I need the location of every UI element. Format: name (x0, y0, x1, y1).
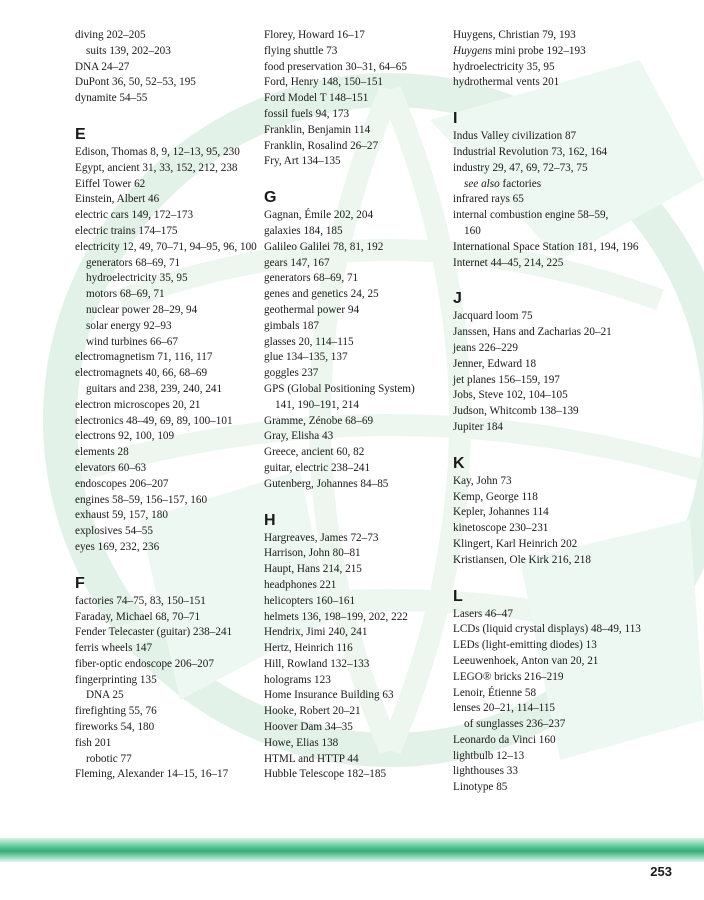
index-entry: GPS (Global Positioning System) (264, 382, 415, 395)
index-entry: headphones 221 (264, 578, 337, 591)
index-entry: Gagnan, Émile 202, 204 (264, 209, 374, 222)
section-letter-f: F (75, 574, 85, 592)
index-subentry: suits 139, 202–203 (86, 44, 171, 57)
index-entry: International Space Station 181, 194, 196 (453, 240, 639, 253)
see-also-label: see also (464, 177, 500, 190)
index-entry: food preservation 30–31, 64–65 (264, 60, 407, 73)
index-entry: electron microscopes 20, 21 (75, 398, 201, 411)
index-entry: Hertz, Heinrich 116 (264, 642, 353, 655)
index-entry-text: mini probe 192–193 (492, 44, 586, 57)
section-letter-k: K (453, 454, 465, 472)
section-letter-l: L (453, 587, 463, 605)
index-entry: Howe, Elias 138 (264, 736, 339, 749)
index-entry: Hoover Dam 34–35 (264, 721, 353, 734)
footer-green-band (0, 838, 704, 862)
index-entry: LEDs (light-emitting diodes) 13 (453, 639, 597, 652)
index-entry: Ford, Henry 148, 150–151 (264, 76, 384, 89)
index-entry: Fry, Art 134–135 (264, 155, 341, 168)
index-subentry: DNA 25 (86, 689, 124, 702)
index-subentry: robotic 77 (86, 752, 132, 765)
index-entry: Ford Model T 148–151 (264, 92, 369, 105)
index-entry: Leonardo da Vinci 160 (453, 733, 556, 746)
index-entry: Fender Telecaster (guitar) 238–241 (75, 626, 233, 639)
index-entry: factories 74–75, 83, 150–151 (75, 594, 206, 607)
index-entry: internal combustion engine 58–59, (453, 209, 609, 222)
index-entry: glue 134–135, 137 (264, 351, 348, 364)
index-entry: industry 29, 47, 69, 72–73, 75 (453, 161, 588, 174)
index-entry: Franklin, Benjamin 114 (264, 123, 371, 136)
index-entry: flying shuttle 73 (264, 44, 338, 57)
index-entry: galaxies 184, 185 (264, 224, 343, 237)
index-entry: Hubble Telescope 182–185 (264, 768, 387, 781)
index-entry: Kay, John 73 (453, 474, 512, 487)
index-entry: Greece, ancient 60, 82 (264, 446, 365, 459)
index-entry: Hooke, Robert 20–21 (264, 705, 361, 718)
index-entry: hydroelectricity 35, 95 (453, 60, 555, 73)
index-entry: electronics 48–49, 69, 89, 100–101 (75, 414, 233, 427)
index-entry: Leeuwenhoek, Anton van 20, 21 (453, 654, 599, 667)
index-entry: kinetoscope 230–231 (453, 522, 549, 535)
index-entry: Jenner, Edward 18 (453, 357, 537, 370)
index-entry: electromagnets 40, 66, 68–69 (75, 367, 208, 380)
index-entry: endoscopes 206–207 (75, 477, 169, 490)
index-entry: HTML and HTTP 44 (264, 752, 359, 765)
index-entry: Gray, Elisha 43 (264, 430, 334, 443)
cross-reference-target: factories (499, 177, 542, 190)
index-entry: dynamite 54–55 (75, 92, 148, 105)
index-entry: hydrothermal vents 201 (453, 76, 560, 89)
index-entry: Egypt, ancient 31, 33, 152, 212, 238 (75, 161, 238, 174)
index-entry: Linotype 85 (453, 781, 508, 794)
index-entry: lightbulb 12–13 (453, 749, 525, 762)
index-entry: Hargreaves, James 72–73 (264, 531, 379, 544)
index-entry: Gutenberg, Johannes 84–85 (264, 477, 389, 490)
index-subentry: of sunglasses 236–237 (464, 718, 566, 731)
index-entry: diving 202–205 (75, 29, 146, 41)
index-entry: Kristiansen, Ole Kirk 216, 218 (453, 553, 591, 566)
index-entry: Jupiter 184 (453, 420, 504, 433)
index-entry: genes and genetics 24, 25 (264, 288, 379, 301)
index-entry: lighthouses 33 (453, 765, 518, 778)
index-wrapped-line: 141, 190–191, 214 (275, 398, 359, 411)
index-entry: Jacquard loom 75 (453, 310, 533, 323)
index-entry: glasses 20, 114–115 (264, 335, 354, 348)
index-entry: Franklin, Rosalind 26–27 (264, 139, 379, 152)
index-entry: helicopters 160–161 (264, 594, 356, 607)
index-entry: Eiffel Tower 62 (75, 177, 146, 190)
index-entry: fiber-optic endoscope 206–207 (75, 657, 214, 670)
index-entry: Galileo Galilei 78, 81, 192 (264, 240, 384, 253)
index-entry: Home Insurance Building 63 (264, 689, 394, 702)
index-entry: Kemp, George 118 (453, 490, 538, 503)
index-entry: Gramme, Zénobe 68–69 (264, 414, 374, 427)
index-entry: ferris wheels 147 (75, 642, 153, 655)
index-entry: Jobs, Steve 102, 104–105 (453, 389, 568, 402)
index-entry: geothermal power 94 (264, 303, 360, 316)
index-entry: elevators 60–63 (75, 461, 147, 474)
index-entry: Judson, Whitcomb 138–139 (453, 405, 579, 418)
index-entry: DNA 24–27 (75, 60, 130, 73)
index-subentry: hydroelectricity 35, 95 (86, 272, 188, 285)
index-entry: electrons 92, 100, 109 (75, 430, 175, 443)
index-subentry: solar energy 92–93 (86, 319, 172, 332)
index-entry: Lenoir, Étienne 58 (453, 686, 537, 699)
index-entry: Faraday, Michael 68, 70–71 (75, 610, 201, 623)
index-entry: Kepler, Johannes 114 (453, 506, 549, 519)
index-entry: elements 28 (75, 446, 129, 459)
index-subentry: nuclear power 28–29, 94 (86, 303, 198, 316)
index-entry: helmets 136, 198–199, 202, 222 (264, 610, 408, 623)
index-entry: jet planes 156–159, 197 (453, 373, 560, 386)
index-entry: exhaust 59, 157, 180 (75, 509, 168, 522)
footer-area (0, 862, 704, 900)
index-entry: Fleming, Alexander 14–15, 16–17 (75, 768, 229, 781)
index-entry: guitar, electric 238–241 (264, 461, 371, 474)
index-entry: electric cars 149, 172–173 (75, 209, 194, 222)
index-entry: Indus Valley civilization 87 (453, 130, 577, 143)
index-entry: Harrison, John 80–81 (264, 547, 361, 560)
index-entry: Haupt, Hans 214, 215 (264, 563, 362, 576)
index-entry: firefighting 55, 76 (75, 705, 157, 718)
index-entry: lenses 20–21, 114–115 (453, 702, 556, 715)
index-entry: fish 201 (75, 736, 112, 749)
index-entry: fingerprinting 135 (75, 673, 157, 686)
section-letter-e: E (75, 125, 86, 143)
index-entry: Hendrix, Jimi 240, 241 (264, 626, 368, 639)
index-entry: Janssen, Hans and Zacharias 20–21 (453, 326, 612, 339)
index-entry: Einstein, Albert 46 (75, 193, 160, 206)
index-entry: Industrial Revolution 73, 162, 164 (453, 145, 608, 158)
index-entry: fossil fuels 94, 173 (264, 107, 350, 120)
index-subentry: wind turbines 66–67 (86, 335, 178, 348)
index-entry: eyes 169, 232, 236 (75, 540, 160, 553)
index-subentry: motors 68–69, 71 (86, 288, 165, 301)
index-entry: gimbals 187 (264, 319, 320, 332)
index-column-2 (264, 28, 450, 783)
page-number: 253 (650, 864, 672, 879)
index-subentry: guitars and 238, 239, 240, 241 (86, 382, 223, 395)
index-entry: engines 58–59, 156–157, 160 (75, 493, 208, 506)
index-entry: Huygens, Christian 79, 193 (453, 29, 576, 41)
section-letter-j: J (453, 290, 462, 308)
section-letter-h: H (264, 511, 276, 529)
index-entry (453, 44, 693, 60)
index-entry: gears 147, 167 (264, 256, 330, 269)
index-entry: goggles 237 (264, 367, 319, 380)
index-entry: electromagnetism 71, 116, 117 (75, 351, 213, 364)
index-entry: holograms 123 (264, 673, 331, 686)
index-entry: fireworks 54, 180 (75, 721, 155, 734)
index-entry: Hill, Rowland 132–133 (264, 657, 370, 670)
index-entry: Klingert, Karl Heinrich 202 (453, 537, 578, 550)
index-entry: explosives 54–55 (75, 525, 153, 538)
index-entry: infrared rays 65 (453, 193, 524, 206)
index-entry: generators 68–69, 71 (264, 272, 359, 285)
index-entry: Florey, Howard 16–17 (264, 29, 365, 41)
section-letter-i: I (453, 110, 458, 128)
index-column-1 (75, 28, 255, 783)
index-entry: Edison, Thomas 8, 9, 12–13, 95, 230 (75, 145, 240, 158)
index-entry: electricity 12, 49, 70–71, 94–95, 96, 100 (75, 240, 257, 253)
index-entry: LCDs (liquid crystal displays) 48–49, 113 (453, 623, 641, 636)
index-cross-reference (453, 177, 693, 193)
index-entry: DuPont 36, 50, 52–53, 195 (75, 76, 196, 89)
index-entry: electric trains 174–175 (75, 224, 178, 237)
index-wrapped-line: 160 (464, 224, 481, 237)
section-letter-g: G (264, 189, 277, 207)
index-subentry: generators 68–69, 71 (86, 256, 181, 269)
index-column-3 (453, 28, 693, 796)
index-entry: Internet 44–45, 214, 225 (453, 256, 564, 269)
index-entry: Lasers 46–47 (453, 607, 513, 620)
index-entry: jeans 226–229 (453, 341, 518, 354)
index-entry: LEGO® bricks 216–219 (453, 670, 564, 683)
index-entry-italic: Huygens (453, 44, 493, 57)
